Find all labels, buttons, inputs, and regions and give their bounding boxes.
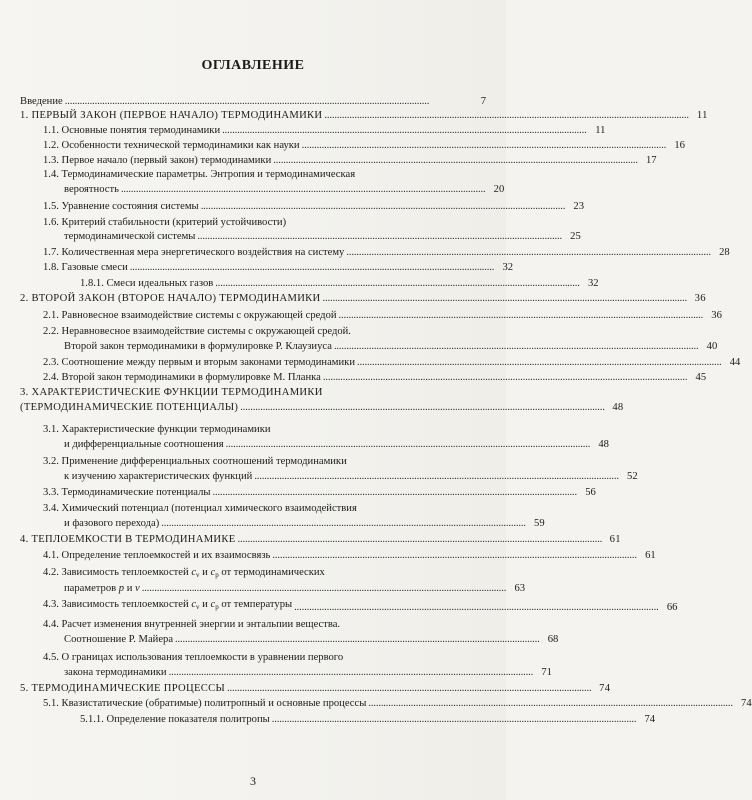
leader-dots [272, 713, 635, 726]
toc-entry-page: 20 [493, 184, 505, 195]
toc-entry-page: 7 [480, 96, 486, 107]
toc-entry-page: 40 [706, 341, 718, 352]
leader-dots [323, 292, 686, 305]
toc-entry-2-2 [64, 340, 718, 353]
toc-entry-chapter-2 [20, 292, 706, 305]
toc-entry-page: 59 [534, 518, 545, 529]
toc-entry-page: 48 [598, 439, 609, 450]
leader-dots [368, 697, 731, 710]
toc-entry-page: 28 [719, 247, 730, 258]
toc-entry-text: Введение [20, 96, 63, 107]
toc-entry-1-2 [43, 139, 685, 152]
toc-entry-4-4-line1: 4.4. Расчет изменения внутренней энергии и энтальпии вещества. [43, 619, 341, 630]
toc-entry-4-2 [64, 582, 526, 595]
symbol-c: c [191, 567, 197, 578]
toc-entry-text: 5. ТЕРМОДИНАМИЧЕСКИЕ ПРОЦЕССЫ [20, 683, 225, 694]
leader-dots [215, 277, 578, 290]
toc-entry-text: Соотношение Р. Майера [64, 634, 174, 645]
toc-entry-page: 16 [674, 140, 685, 151]
toc-entry-chapter-3-line1: 3. ХАРАКТЕРИСТИЧЕСКИЕ ФУНКЦИИ ТЕРМОДИНАМИКИ [20, 387, 323, 398]
page-title: ОГЛАВЛЕНИЕ [201, 58, 305, 73]
toc-entry-1-6-line1: 1.6. Критерий стабильности (критерий устойчивости) [43, 217, 287, 228]
toc-entry-page: 48 [612, 402, 624, 413]
toc-entry-page: 66 [666, 602, 678, 613]
leader-dots [240, 401, 603, 414]
toc-entry-text: и фазового перехода) [64, 518, 160, 529]
toc-entry-text: 5.1.1. Определение показателя политропы [80, 714, 270, 725]
toc-entry-page: 74 [644, 714, 656, 725]
toc-entry-text: 2.3. Соотношение между первым и вторым законами термодинамики [43, 357, 355, 368]
toc-entry-page: 23 [573, 201, 584, 212]
symbol-v: v [135, 583, 140, 594]
leader-dots [323, 371, 686, 384]
leader-dots [294, 601, 657, 614]
toc-entry-page: 56 [585, 487, 596, 498]
symbol-c: c [191, 599, 197, 610]
subscript-p: p [215, 571, 219, 579]
symbol-c: c [210, 599, 216, 610]
conjunction: и [124, 583, 136, 594]
toc-entry-page: 68 [547, 634, 559, 645]
toc-entry-1-8-1 [80, 277, 599, 290]
toc-entry-page: 61 [609, 534, 621, 545]
toc-entry-page: 44 [729, 357, 741, 368]
leader-dots [212, 486, 575, 499]
toc-entry-2-3 [43, 356, 741, 369]
toc-entry-text: 1.3. Первое начало (первый закон) термодинамики [43, 155, 272, 166]
text-b: от температуры [218, 599, 293, 610]
leader-dots [334, 340, 697, 353]
toc-entry-3-2 [64, 470, 638, 483]
toc-entry-text: закона термодинамики [64, 667, 167, 678]
toc-entry-text: 4. ТЕПЛОЕМКОСТИ В ТЕРМОДИНАМИКЕ [20, 534, 236, 545]
toc-entry-4-4 [64, 633, 559, 646]
toc-entry-text: от термодинамических [218, 567, 325, 578]
toc-entry-text: вероятность [64, 184, 119, 195]
toc-entry-page: 36 [694, 293, 706, 304]
toc-entry-4-5-line1: 4.5. О границах использования теплоемкости в уравнении первого [43, 652, 344, 663]
leader-dots [65, 95, 466, 108]
toc-entry-page: 63 [514, 583, 526, 594]
toc-entry-page: 71 [541, 667, 552, 678]
toc-entry-text: термодинамической системы [64, 231, 196, 242]
toc-entry-2-2-line1: 2.2. Неравновесное взаимодействие системы с окружающей средой. [43, 326, 351, 337]
text-params: параметров [64, 583, 119, 594]
toc-entry-chapter-5 [20, 682, 611, 695]
leader-dots [238, 533, 601, 546]
toc-entry-text: 1.5. Уравнение состояния системы [43, 201, 199, 212]
toc-entry-text: 1. ПЕРВЫЙ ЗАКОН (ПЕРВОЕ НАЧАЛО) ТЕРМОДИНАМИКИ [20, 110, 323, 121]
toc-entry-2-4 [43, 371, 707, 384]
toc-entry-1-3 [43, 154, 657, 167]
toc-entry-4-5 [64, 666, 552, 679]
leader-dots [161, 517, 524, 530]
symbol-c: c [210, 567, 216, 578]
toc-entry-text: 4.2. Зависимость теплоемкостей [43, 567, 192, 578]
leader-dots [272, 549, 635, 562]
toc-entry-5-1 [43, 697, 752, 710]
toc-entry-page: 25 [570, 231, 581, 242]
leader-dots [175, 633, 538, 646]
toc-entry-page: 32 [502, 262, 514, 273]
toc-entry-page: 45 [695, 372, 707, 383]
toc-entry-1-5 [43, 200, 584, 213]
toc-entry-text: 1.2. Особенности технической термодинамики как науки [43, 140, 300, 151]
toc-entry-text: и дифференциальные соотношения [64, 439, 224, 450]
leader-dots [324, 109, 687, 122]
leader-dots [226, 438, 589, 451]
leader-dots [302, 139, 665, 152]
conjunction: и [199, 599, 211, 610]
toc-entry-page: 52 [627, 471, 638, 482]
leader-dots [197, 230, 560, 243]
toc-entry-1-6 [64, 230, 581, 243]
toc-entry-3-4 [64, 517, 545, 530]
toc-entry-page: 74 [599, 683, 611, 694]
toc-entry-text: 3.3. Термодинамические потенциалы [43, 487, 211, 498]
toc-entry-page: 17 [645, 155, 657, 166]
toc-entry-text: 1.1. Основные понятия термодинамики [43, 125, 221, 136]
subscript-v: v [196, 571, 200, 579]
toc-entry-page: 11 [595, 125, 606, 136]
leader-dots [273, 154, 636, 167]
toc-entry-text: к изучению характеристических функций [64, 471, 253, 482]
toc-entry-chapter-1 [20, 109, 708, 122]
toc-entry-1-4-line1: 1.4. Термодинамические параметры. Энтропия и термодинамическая [43, 169, 356, 180]
toc-entry-page: 32 [587, 278, 599, 289]
text-a: 4.3. Зависимость теплоемкостей [43, 599, 192, 610]
toc-entry-page: 61 [645, 550, 656, 561]
toc-entry-text: 1.7. Количественная мера энергетического воздействия на систему [43, 247, 345, 258]
toc-entry-text [64, 582, 140, 595]
toc-entry-text: (ТЕРМОДИНАМИЧЕСКИЕ ПОТЕНЦИАЛЫ) [20, 402, 239, 413]
toc-entry-text [43, 598, 292, 614]
toc-entry-chapter-3 [20, 401, 624, 414]
toc-entry-3-1 [64, 438, 609, 451]
conjunction: и [199, 567, 211, 578]
toc-entry-3-2-line1: 3.2. Применение дифференциальных соотношений термодинамики [43, 456, 347, 467]
leader-dots [357, 356, 720, 369]
toc-entry-text: 2.4. Второй закон термодинамики в формулировке М. Планка [43, 372, 321, 383]
leader-dots [346, 246, 709, 259]
toc-entry-4-3 [43, 598, 678, 614]
toc-entry-1-8 [43, 261, 514, 274]
toc-entry-1-4 [64, 183, 505, 196]
leader-dots [339, 309, 702, 322]
toc-entry-4-2-line1 [43, 566, 325, 582]
toc-entry-3-3 [43, 486, 596, 499]
toc-entry-2-1 [43, 309, 722, 322]
leader-dots [222, 124, 585, 137]
toc-entry-text: 5.1. Квазистатические (обратимые) политропный и основные процессы [43, 698, 367, 709]
leader-dots [227, 682, 590, 695]
leader-dots [130, 261, 493, 274]
toc-entry-3-4-line1: 3.4. Химический потенциал (потенциал химического взаимодействия [43, 503, 357, 514]
symbol-p: p [118, 583, 125, 594]
toc-entry-text: 4.1. Определение теплоемкостей и их взаимосвязь [43, 550, 271, 561]
leader-dots [169, 666, 532, 679]
toc-entry-introduction [20, 95, 486, 108]
leader-dots [121, 183, 484, 196]
toc-entry-text: 2.1. Равновесное взаимодействие системы с окружающей средой [43, 310, 337, 321]
leader-dots [142, 582, 505, 595]
leader-dots [201, 200, 564, 213]
toc-entry-page: 74 [741, 698, 752, 709]
toc-entry-text: 2. ВТОРОЙ ЗАКОН (ВТОРОЕ НАЧАЛО) ТЕРМОДИНАМИКИ [20, 293, 321, 304]
subscript-p: p [215, 603, 219, 611]
toc-entry-1-7 [43, 246, 730, 259]
toc-entry-5-1-1 [80, 713, 656, 726]
toc-entry-text: 1.8. Газовые смеси [43, 262, 128, 273]
page-number: 3 [250, 774, 256, 788]
leader-dots [254, 470, 617, 483]
toc-entry-3-1-line1: 3.1. Характеристические функции термодинамики [43, 424, 271, 435]
toc-entry-chapter-4 [20, 533, 621, 546]
toc-entry-1-1 [43, 124, 606, 137]
toc-entry-text: Второй закон термодинамики в формулировке Р. Клаузиуса [64, 341, 332, 352]
toc-entry-page: 11 [696, 110, 708, 121]
toc-entry-text: 1.8.1. Смеси идеальных газов [80, 278, 214, 289]
toc-entry-4-1 [43, 549, 656, 562]
subscript-v: v [196, 603, 200, 611]
toc-entry-page: 36 [711, 310, 722, 321]
